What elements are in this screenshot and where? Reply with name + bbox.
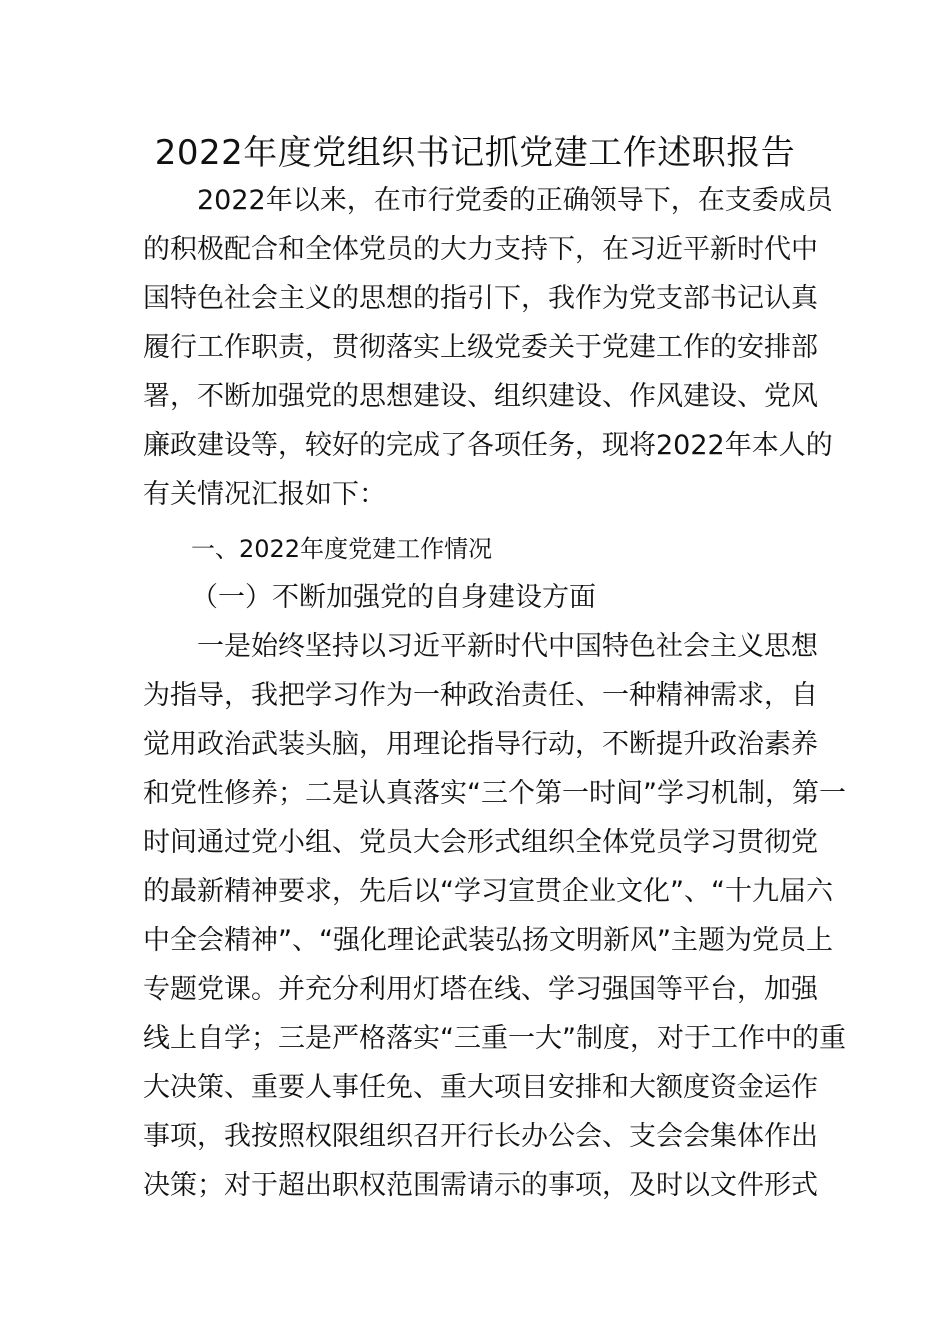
paragraph-line: 2022年以来，在市行党委的正确领导下，在支委成员 <box>197 185 833 216</box>
paragraph-line: 的积极配合和全体党员的大力支持下，在习近平新时代中 <box>143 234 818 265</box>
paragraph-line: 决策；对于超出职权范围需请示的事项，及时以文件形式 <box>143 1170 818 1201</box>
document-title: 2022年度党组织书记抓党建工作述职报告 <box>154 133 796 173</box>
paragraph-line: 有关情况汇报如下： <box>143 479 386 510</box>
section-heading: 一、2022年度党建工作情况 <box>191 535 493 563</box>
paragraph-line: 履行工作职责，贯彻落实上级党委关于党建工作的安排部 <box>143 332 818 363</box>
paragraph-line: 大决策、重要人事任免、重大项目安排和大额度资金运作 <box>143 1072 818 1103</box>
paragraph-line: 署，不断加强党的思想建设、组织建设、作风建设、党风 <box>143 381 818 412</box>
paragraph-line: 时间通过党小组、党员大会形式组织全体党员学习贯彻党 <box>143 827 818 858</box>
paragraph-line: 中全会精神”、“强化理论武装弘扬文明新风”主题为党员上 <box>143 925 833 956</box>
paragraph-line: 觉用政治武装头脑，用理论指导行动，不断提升政治素养 <box>143 729 818 760</box>
paragraph-line: 专题党课。并充分利用灯塔在线、学习强国等平台，加强 <box>143 974 818 1005</box>
paragraph-line: 为指导，我把学习作为一种政治责任、一种精神需求，自 <box>143 680 818 711</box>
paragraph-line: 事项，我按照权限组织召开行长办公会、支会会集体作出 <box>143 1121 818 1152</box>
paragraph-line: 和党性修养；二是认真落实“三个第一时间”学习机制，第一 <box>143 778 846 809</box>
paragraph-line: 国特色社会主义的思想的指引下，我作为党支部书记认真 <box>143 283 818 314</box>
subsection-heading: （一）不断加强党的自身建设方面 <box>191 582 596 613</box>
paragraph-line: 的最新精神要求，先后以“学习宣贯企业文化”、“十九届六 <box>143 876 833 907</box>
paragraph-line: 一是始终坚持以习近平新时代中国特色社会主义思想 <box>197 631 818 662</box>
paragraph-line: 线上自学；三是严格落实“三重一大”制度，对于工作中的重 <box>143 1023 846 1054</box>
paragraph-line: 廉政建设等，较好的完成了各项任务，现将2022年本人的 <box>143 430 833 461</box>
